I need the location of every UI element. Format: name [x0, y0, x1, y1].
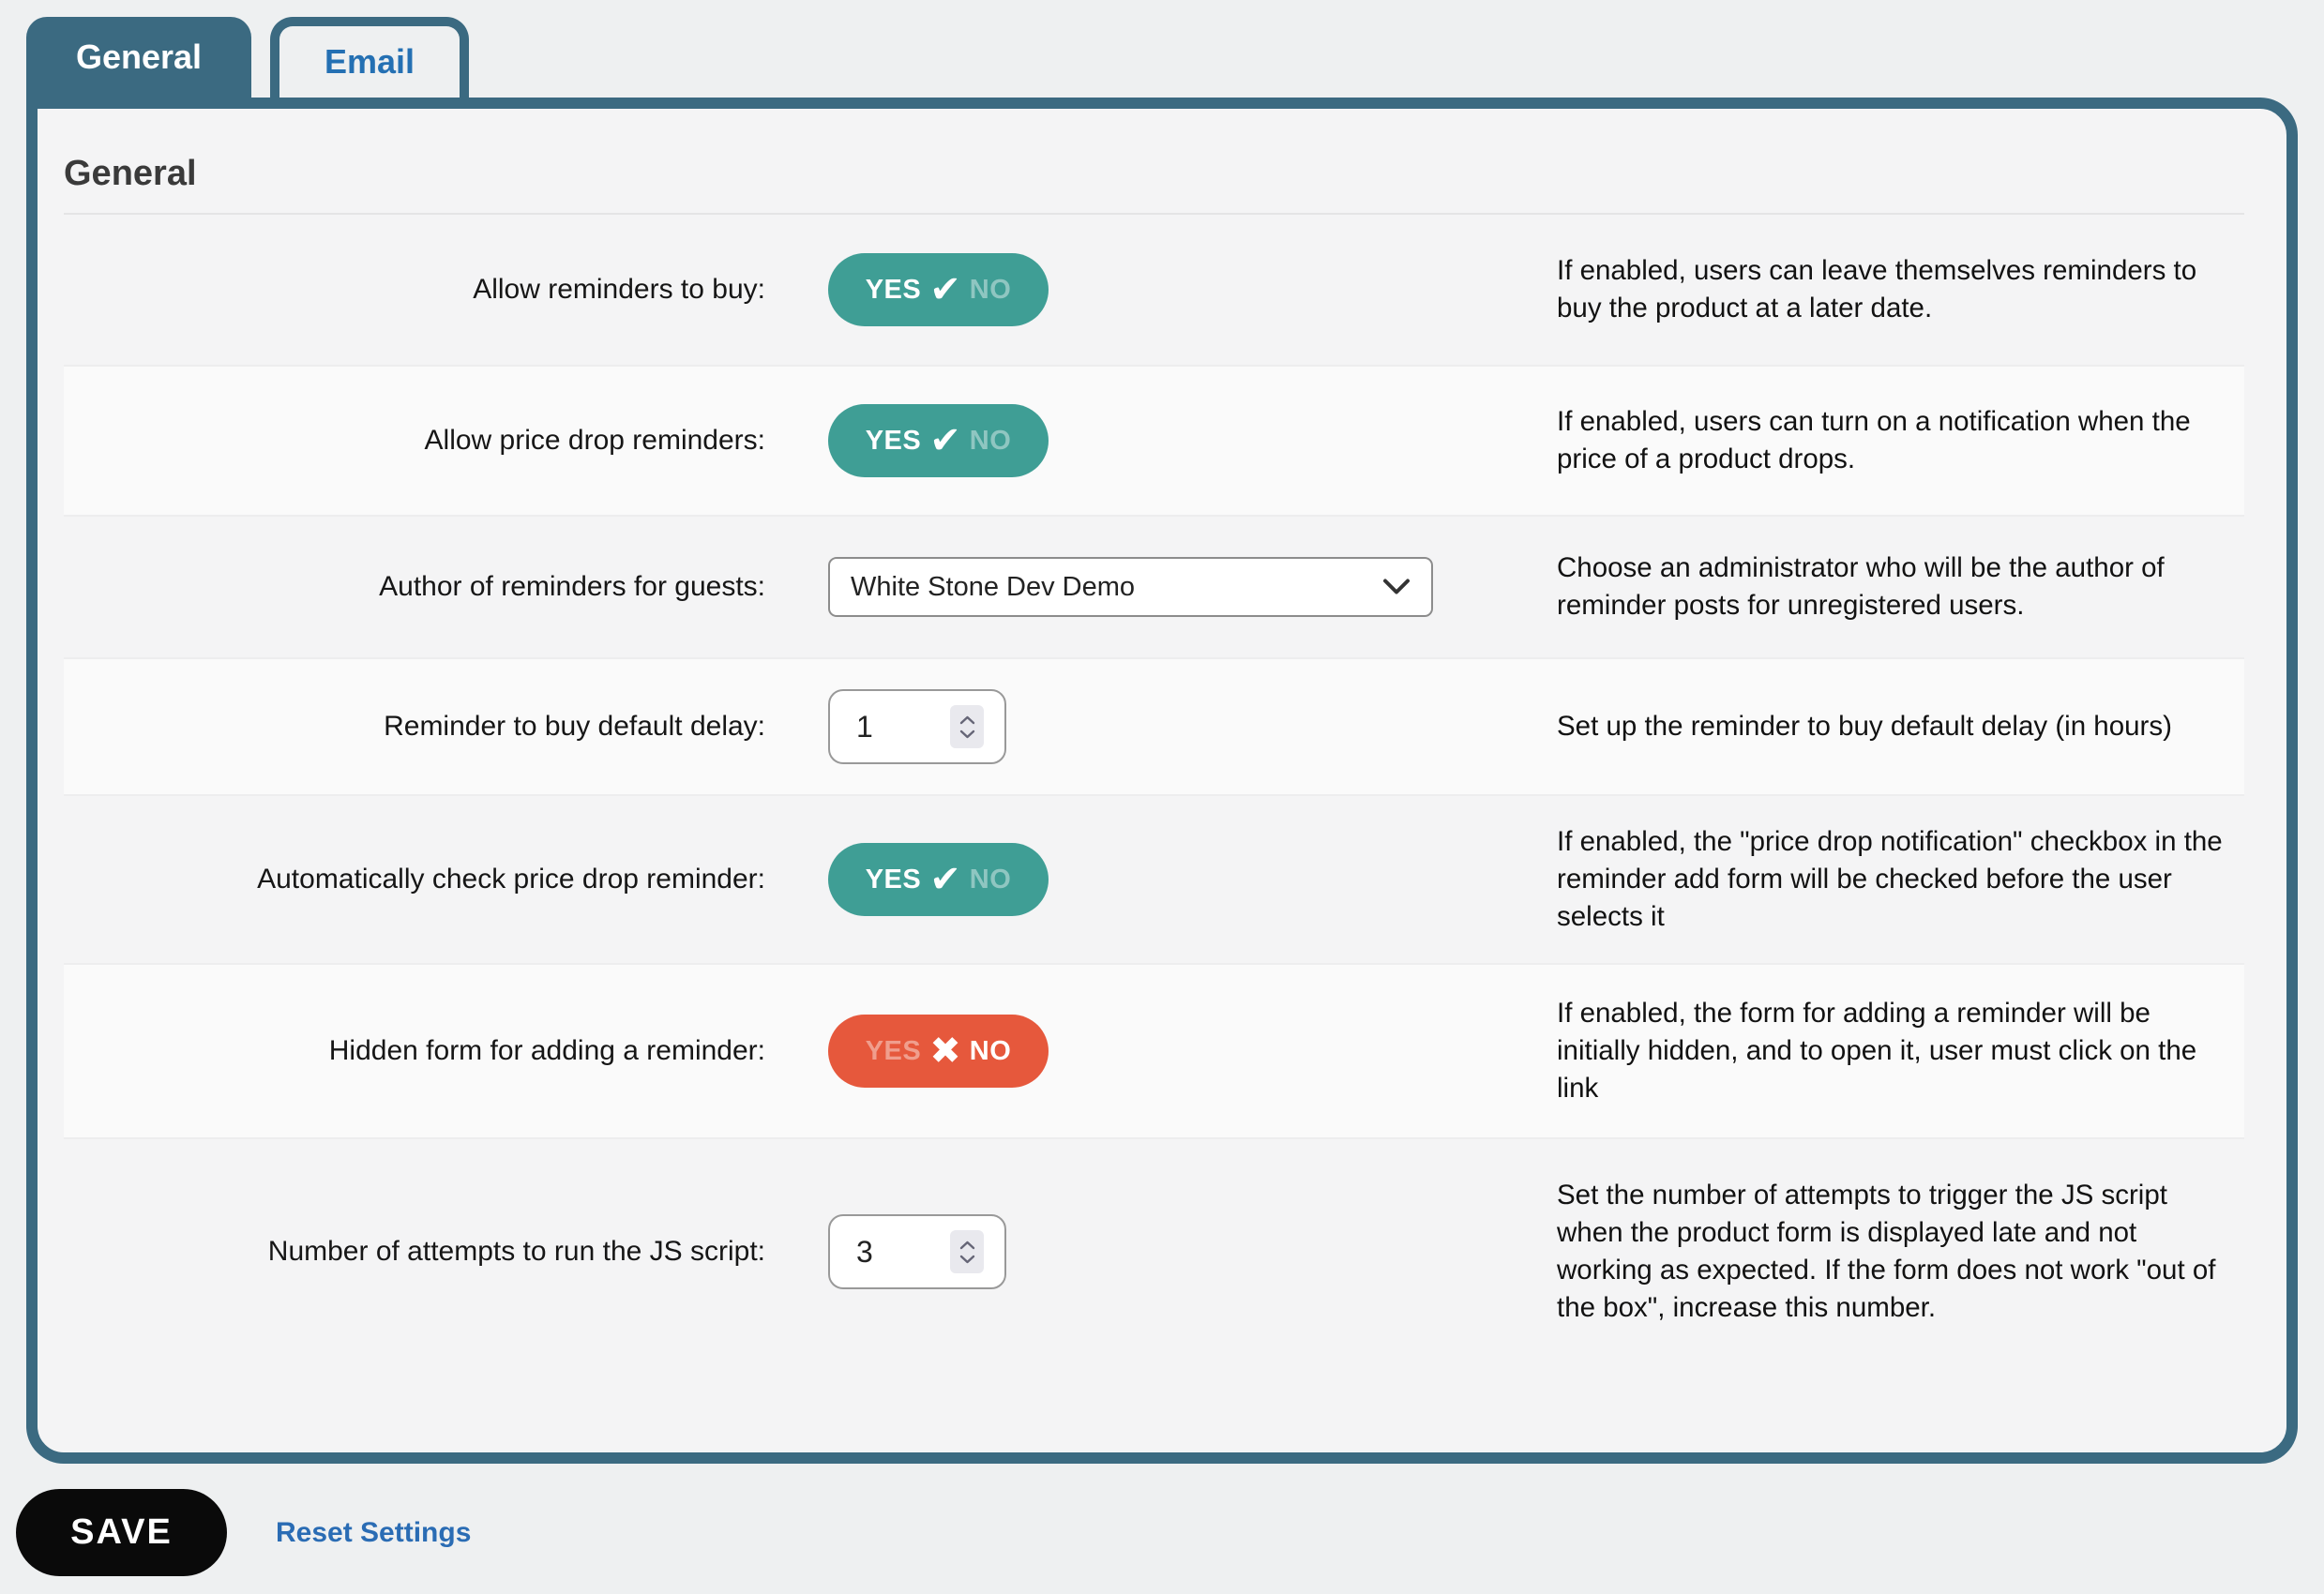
setting-control	[828, 1015, 1557, 1088]
toggle-no-label: NO	[969, 425, 1012, 456]
guest-author-select[interactable]	[828, 557, 1433, 617]
tab-email-label: Email	[324, 42, 415, 81]
price-drop-toggle[interactable]	[828, 404, 1049, 477]
check-icon: ✔	[929, 268, 961, 311]
setting-control	[828, 253, 1557, 326]
settings-panel	[26, 98, 2298, 1464]
tab-email[interactable]	[270, 17, 469, 98]
guest-author-selected-value: White Stone Dev Demo	[851, 571, 1136, 602]
toggle-no-label: NO	[969, 274, 1012, 305]
setting-row-js-attempts	[64, 1139, 2244, 1364]
chevron-down-icon	[1382, 572, 1411, 603]
toggle-yes-label: YES	[865, 274, 922, 305]
toggle-no-label: NO	[969, 864, 1012, 895]
section-heading: General	[64, 109, 2244, 215]
setting-label: Hidden form for adding a reminder:	[328, 1035, 765, 1066]
setting-control	[828, 843, 1557, 916]
setting-label: Automatically check price drop reminder:	[257, 864, 765, 895]
setting-row-hidden-form	[64, 963, 2244, 1139]
settings-rows	[64, 215, 2244, 1364]
setting-row-auto-check	[64, 796, 2244, 963]
setting-control	[828, 689, 1557, 764]
allow-reminders-toggle[interactable]	[828, 253, 1049, 326]
tab-bar	[26, 0, 2324, 98]
check-icon: ✔	[929, 858, 961, 901]
tab-general[interactable]	[26, 17, 251, 98]
cross-icon: ✖	[929, 1030, 961, 1073]
setting-label: Author of reminders for guests:	[379, 571, 765, 602]
setting-description: Set the number of attempts to trigger the JS script when the product form is displayed late and not working as expected. If the form does not work "out of the box", increase this number.	[1557, 1180, 2216, 1323]
setting-label: Allow price drop reminders:	[424, 425, 765, 456]
setting-description: If enabled, users can turn on a notification when the price of a product drops.	[1557, 406, 2191, 474]
setting-description: If enabled, users can leave themselves reminders to buy the product at a later date.	[1557, 255, 2197, 323]
setting-control	[828, 404, 1557, 477]
toggle-yes-label: YES	[865, 864, 922, 895]
tab-general-label: General	[75, 38, 203, 76]
check-icon: ✔	[929, 419, 961, 462]
setting-row-allow-reminders	[64, 215, 2244, 365]
stepper-up-icon	[959, 1241, 975, 1250]
footer-actions	[16, 1489, 2324, 1576]
toggle-no-label: NO	[969, 1035, 1012, 1066]
setting-row-guest-author	[64, 517, 2244, 657]
save-button[interactable]: SAVE	[16, 1489, 227, 1576]
setting-label: Reminder to buy default delay:	[384, 711, 765, 742]
hidden-form-toggle[interactable]	[828, 1015, 1049, 1088]
stepper-down-icon	[959, 729, 975, 739]
reset-settings-link[interactable]: Reset Settings	[276, 1516, 472, 1548]
setting-row-default-delay	[64, 657, 2244, 796]
auto-check-toggle[interactable]	[828, 843, 1049, 916]
setting-control	[828, 557, 1557, 617]
setting-description: Set up the reminder to buy default delay (in hours)	[1557, 711, 2172, 742]
stepper-down-icon	[959, 1255, 975, 1264]
number-stepper[interactable]	[950, 705, 984, 748]
setting-description: Choose an administrator who will be the author of reminder posts for unregistered users.	[1557, 552, 2165, 621]
setting-label: Number of attempts to run the JS script:	[267, 1236, 765, 1267]
setting-control	[828, 1214, 1557, 1289]
setting-description: If enabled, the form for adding a reminder will be initially hidden, and to open it, user must click on the link	[1557, 998, 2197, 1104]
stepper-up-icon	[959, 715, 975, 725]
toggle-yes-label: YES	[865, 1035, 922, 1066]
setting-row-price-drop	[64, 365, 2244, 517]
setting-label: Allow reminders to buy:	[473, 274, 765, 305]
number-stepper[interactable]	[950, 1230, 984, 1273]
toggle-yes-label: YES	[865, 425, 922, 456]
setting-description: If enabled, the "price drop notification" checkbox in the reminder add form will be checked before the user selects it	[1557, 826, 2223, 932]
